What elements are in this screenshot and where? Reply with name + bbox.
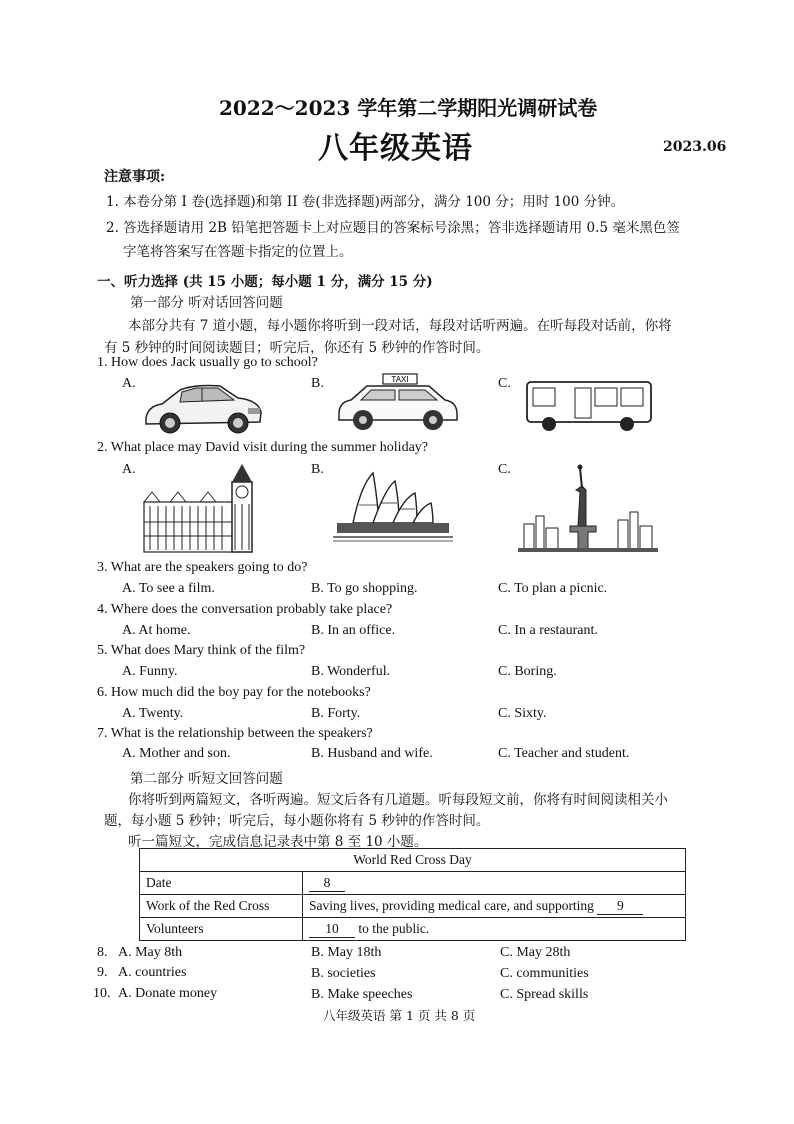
q8-option-c: C. May 28th	[500, 945, 571, 960]
note-item-3: 字笔将答案写在答题卡指定的位置上。	[123, 244, 353, 260]
section1-heading: 一、听力选择 (共 15 小题；每小题 1 分，满分 15 分)	[97, 274, 433, 290]
exam-date: 2023.06	[663, 139, 727, 155]
info-record-table	[139, 848, 686, 941]
q6-option-b: B. Forty.	[311, 706, 361, 721]
car-image	[140, 378, 265, 438]
question-8-number: 8.	[97, 945, 108, 960]
taxi-image	[333, 372, 463, 434]
q2-option-c: C.	[498, 462, 511, 477]
q8-option-a: A. May 8th	[118, 945, 183, 960]
table-row	[140, 895, 686, 918]
q10-option-a: A. Donate money	[118, 986, 218, 1001]
part2-intro-3: 听一篇短文，完成信息记录表中第 8 至 10 小题。	[128, 834, 428, 850]
part2-title: 第二部分 听短文回答问题	[130, 771, 283, 787]
table-title: World Red Cross Day	[140, 849, 686, 872]
q1-option-b: B.	[311, 376, 324, 391]
q2-option-a: A.	[122, 462, 136, 477]
note-item-2: 2. 答选择题请用 2B 铅笔把答题卡上对应题目的答案标号涂黑；答非选择题请用 0.5 毫米黑色签	[106, 220, 680, 236]
question-7: 7. What is the relationship between the speakers?	[97, 726, 373, 741]
exam-subject: 八年级英语	[318, 131, 473, 166]
question-9-number: 9.	[97, 965, 108, 980]
q5-option-a: A. Funny.	[122, 664, 178, 679]
question-3: 3. What are the speakers going to do?	[97, 560, 308, 575]
q10-option-c: C. Spread skills	[500, 987, 589, 1002]
q7-option-a: A. Mother and son.	[122, 746, 231, 761]
big-ben-image	[140, 462, 260, 554]
taxi-sign-text: TAXI	[391, 375, 409, 384]
table-row-content	[303, 918, 686, 941]
part1-title: 第一部分 听对话回答问题	[130, 295, 283, 311]
blank-9[interactable]: 9	[597, 898, 643, 915]
q3-option-a: A. To see a film.	[122, 581, 215, 596]
table-row-label: Work of the Red Cross	[140, 895, 303, 918]
table-row-text-before: Saving lives, providing medical care, and supporting	[309, 897, 594, 913]
notes-heading: 注意事项:	[104, 169, 166, 185]
question-5: 5. What does Mary think of the film?	[97, 643, 306, 658]
q7-option-c: C. Teacher and student.	[498, 746, 630, 761]
table-row-content	[303, 895, 686, 918]
q1-option-c: C.	[498, 376, 511, 391]
question-1: 1. How does Jack usually go to school?	[97, 355, 318, 370]
q9-option-a: A. countries	[118, 965, 187, 980]
part1-intro-1: 本部分共有 7 道小题，每小题你将听到一段对话，每段对话听两遍。在听每段对话前，你将	[128, 318, 672, 334]
q5-option-c: C. Boring.	[498, 664, 557, 679]
opera-house-image	[333, 465, 453, 545]
statue-of-liberty-image	[518, 462, 658, 554]
q4-option-b: B. In an office.	[311, 623, 396, 638]
q9-option-b: B. societies	[311, 966, 376, 981]
note-item-1: 1. 本卷分第 I 卷(选择题)和第 II 卷(非选择题)两部分，满分 100 分；用时 100 分钟。	[106, 194, 625, 210]
bus-image	[523, 378, 657, 434]
table-row	[140, 872, 686, 895]
q6-option-a: A. Twenty.	[122, 706, 184, 721]
table-row	[140, 918, 686, 941]
exam-title: 2022～2023 学年第二学期阳光调研试卷	[219, 96, 598, 120]
q3-option-b: B. To go shopping.	[311, 581, 418, 596]
q5-option-b: B. Wonderful.	[311, 664, 391, 679]
table-row-text-after: to the public.	[358, 920, 430, 936]
part2-intro-1: 你将听到两篇短文，各听两遍。短文后各有几道题。听每段短文前，你将有时间阅读相关小	[128, 792, 668, 808]
q1-option-a: A.	[122, 376, 136, 391]
question-4: 4. Where does the conversation probably take place?	[97, 602, 393, 617]
blank-10[interactable]: 10	[309, 921, 355, 938]
question-10-number: 10.	[93, 986, 111, 1001]
q9-option-c: C. communities	[500, 966, 589, 981]
q6-option-c: C. Sixty.	[498, 706, 547, 721]
table-row-content	[303, 872, 686, 895]
q10-option-b: B. Make speeches	[311, 987, 413, 1002]
table-row-label: Date	[140, 872, 303, 895]
q3-option-c: C. To plan a picnic.	[498, 581, 608, 596]
table-row-label: Volunteers	[140, 918, 303, 941]
page-footer: 八年级英语 第 1 页 共 8 页	[323, 1008, 476, 1023]
question-2: 2. What place may David visit during the summer holiday?	[97, 440, 428, 455]
q8-option-b: B. May 18th	[311, 945, 382, 960]
part2-intro-2: 题，每小题 5 秒钟；听完后，每小题你将有 5 秒钟的作答时间。	[104, 813, 490, 829]
q7-option-b: B. Husband and wife.	[311, 746, 433, 761]
question-6: 6. How much did the boy pay for the notebooks?	[97, 685, 371, 700]
part1-intro-2: 有 5 秒钟的时间阅读题目；听完后，你还有 5 秒钟的作答时间。	[104, 340, 490, 356]
q4-option-c: C. In a restaurant.	[498, 623, 598, 638]
q2-option-b: B.	[311, 462, 324, 477]
q4-option-a: A. At home.	[122, 623, 191, 638]
blank-8[interactable]: 8	[309, 875, 345, 892]
